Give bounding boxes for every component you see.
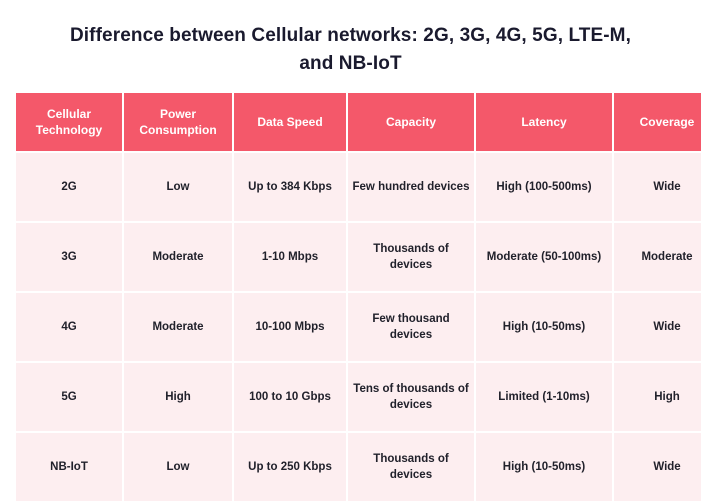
cell-capacity: Few thousand devices [348, 293, 474, 361]
column-header-latency: Latency [476, 93, 612, 151]
cell-speed: 10-100 Mbps [234, 293, 346, 361]
cell-power: High [124, 363, 232, 431]
table-body [16, 153, 701, 501]
table-row [16, 293, 701, 361]
cell-technology: 2G [16, 153, 122, 221]
column-header-data-speed: Data Speed [234, 93, 346, 151]
cell-capacity: Thousands of devices [348, 223, 474, 291]
cell-speed: Up to 384 Kbps [234, 153, 346, 221]
cell-technology: 4G [16, 293, 122, 361]
table-row [16, 363, 701, 431]
table-row [16, 153, 701, 221]
column-header-cellular-technology: Cellular Technology [16, 93, 122, 151]
table-row [16, 223, 701, 291]
cell-latency: Moderate (50-100ms) [476, 223, 612, 291]
cell-speed: Up to 250 Kbps [234, 433, 346, 501]
cell-power: Moderate [124, 223, 232, 291]
cell-coverage: High [614, 363, 701, 431]
cell-speed: 100 to 10 Gbps [234, 363, 346, 431]
cell-latency: Limited (1-10ms) [476, 363, 612, 431]
cell-capacity: Few hundred devices [348, 153, 474, 221]
column-header-coverage: Coverage [614, 93, 701, 151]
cell-coverage: Wide [614, 153, 701, 221]
page-title: Difference between Cellular networks: 2G, 3G, 4G, 5G, LTE-M, and NB-IoT [69, 25, 631, 74]
cell-capacity: Thousands of devices [348, 433, 474, 501]
cell-technology: 3G [16, 223, 122, 291]
column-header-power-consumption: Power Consumption [124, 93, 232, 151]
cell-power: Low [124, 433, 232, 501]
cell-coverage: Wide [614, 433, 701, 501]
table-header-row [16, 93, 701, 151]
cell-technology: 5G [16, 363, 122, 431]
cell-power: Low [124, 153, 232, 221]
cell-latency: High (10-50ms) [476, 433, 612, 501]
cell-capacity: Tens of thousands of devices [348, 363, 474, 431]
cell-latency: High (100-500ms) [476, 153, 612, 221]
cell-speed: 1-10 Mbps [234, 223, 346, 291]
cell-coverage: Moderate [614, 223, 701, 291]
comparison-table [14, 91, 701, 503]
column-header-capacity: Capacity [348, 93, 474, 151]
cell-latency: High (10-50ms) [476, 293, 612, 361]
table-row [16, 433, 701, 501]
cell-coverage: Wide [614, 293, 701, 361]
cell-power: Moderate [124, 293, 232, 361]
table-header [16, 93, 701, 151]
cell-technology: NB-IoT [16, 433, 122, 501]
